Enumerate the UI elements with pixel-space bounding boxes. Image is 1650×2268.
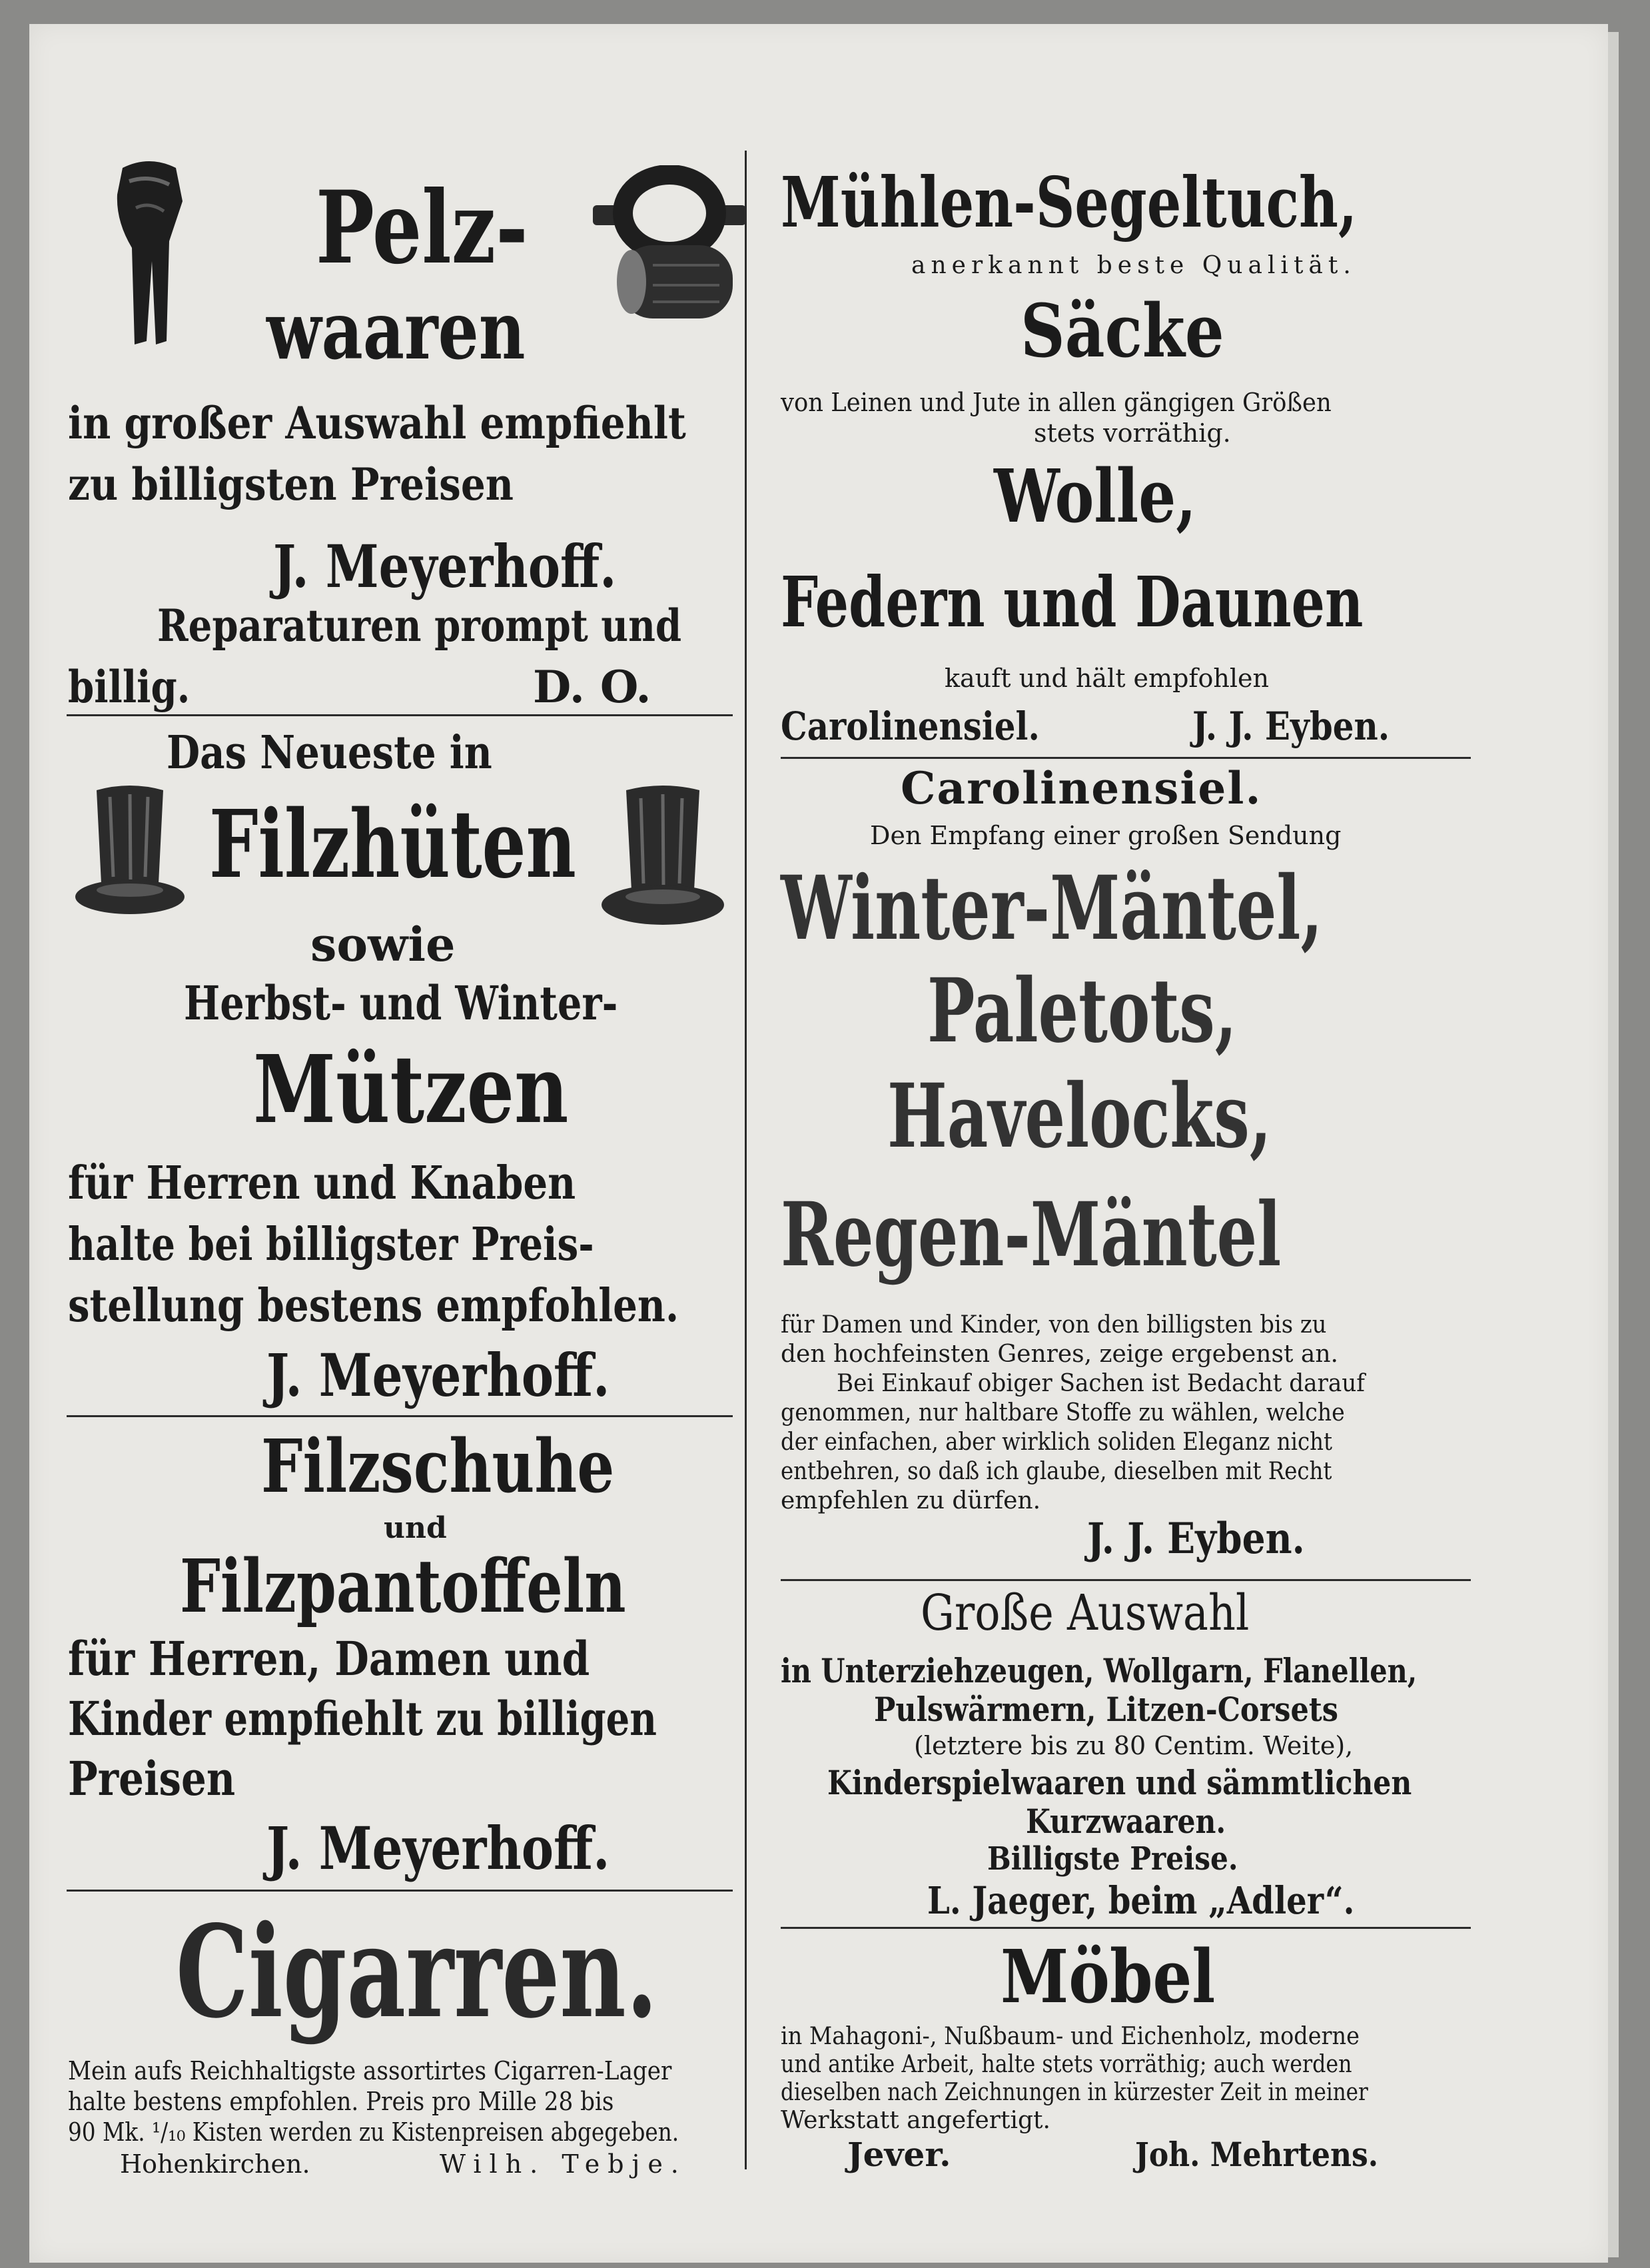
filz-intro: Das Neueste in (167, 726, 492, 780)
cigarren-place: Hohenkirchen. (120, 2149, 310, 2179)
jaeger-title: Große Auswahl (921, 1584, 1250, 1642)
pelz-line-2: zu billigsten Preisen (68, 458, 514, 510)
filz-title: Filzhüten (209, 790, 576, 899)
separator (67, 1415, 733, 1417)
cigarren-body-line: Mein aufs Reichhaltigste assortirtes Cigarren-Lager (68, 2056, 672, 2085)
pelz-merchant: J. Meyerhoff. (273, 532, 617, 601)
cigarren-merchant: Wilh. Tebje. (440, 2149, 687, 2179)
segeltuch-body-line: stets vorräthig. (1034, 418, 1231, 448)
separator (67, 1890, 733, 1892)
schuhe-title-2: Filzpantoffeln (180, 1543, 626, 1629)
maentel-title-1: Winter-Mäntel, (781, 857, 1323, 960)
fur-boa-icon (103, 155, 196, 354)
maentel-title-4: Regen-Mäntel (781, 1183, 1282, 1287)
segeltuch-merchant: J. J. Eyben. (1192, 704, 1390, 749)
maentel-body-line: genommen, nur haltbare Stoffe zu wählen, welche (781, 1399, 1345, 1426)
separator (781, 757, 1471, 759)
moebel-body-line: dieselben nach Zeichnungen in kürzester Zeit in meiner (781, 2079, 1368, 2106)
jaeger-body-line: Kurzwaaren. (1026, 1802, 1226, 1841)
maentel-body-line: für Damen und Kinder, von den billigsten bis zu (781, 1311, 1327, 1339)
jaeger-prices: Billigste Preise. (987, 1840, 1238, 1878)
saecke-title: Säcke (1021, 288, 1224, 374)
cigarren-title: Cigarren. (176, 1898, 658, 2046)
schuhe-body-line: Preisen (68, 1751, 236, 1806)
schuhe-title-1: Filzschuhe (261, 1423, 615, 1509)
filz-body-line: für Herren und Knaben (68, 1157, 576, 1210)
pelz-line-1: in großer Auswahl empfiehlt (68, 397, 686, 449)
filz-line-1: Herbst- und Winter- (184, 975, 618, 1031)
filz-body-line: halte bei billigster Preis- (68, 1218, 594, 1271)
pelz-line-4a: billig. (68, 661, 191, 713)
newspaper-page (29, 24, 1608, 2263)
schuhe-und: und (384, 1511, 447, 1545)
top-hat-icon (73, 784, 187, 923)
segeltuch-place: Carolinensiel. (781, 704, 1040, 749)
maentel-intro: Den Empfang einer großen Sendung (870, 821, 1342, 850)
column-divider (745, 151, 747, 2169)
segeltuch-title: Mühlen-Segeltuch, (781, 161, 1358, 243)
top-hat-icon (600, 784, 726, 937)
jaeger-body-line: Pulswärmern, Litzen-Corsets (874, 1690, 1338, 1729)
moebel-title: Möbel (1001, 1934, 1216, 2019)
separator (781, 1579, 1471, 1581)
segeltuch-body-line: von Leinen und Jute in allen gängigen Größen (781, 388, 1332, 417)
jaeger-merchant: L. Jaeger, beim „Adler“. (927, 1879, 1355, 1923)
schuhe-merchant: J. Meyerhoff. (266, 1814, 610, 1883)
maentel-title-3: Havelocks, (887, 1065, 1272, 1168)
segeltuch-sub-2: kauft und hält empfohlen (945, 664, 1269, 693)
maentel-body-line: den hochfeinsten Genres, zeige ergebenst an. (781, 1341, 1338, 1368)
moebel-body-line: in Mahagoni-, Nußbaum- und Eichenholz, moderne (781, 2023, 1360, 2050)
jaeger-body-line: in Unterziehzeugen, Wollgarn, Flanellen, (781, 1651, 1418, 1690)
filz-title-2: Mützen (253, 1035, 569, 1145)
moebel-merchant: Joh. Mehrtens. (1135, 2135, 1379, 2174)
cigarren-body-line: halte bestens empfohlen. Preis pro Mille 28 bis (68, 2087, 614, 2116)
maentel-body-line: empfehlen zu dürfen. (781, 1487, 1041, 1514)
wolle-title: Wolle, (994, 453, 1196, 539)
page-edge (1608, 32, 1619, 2257)
maentel-title-2: Paletots, (927, 959, 1237, 1063)
pelz-signature: D. O. (533, 661, 651, 713)
filz-sowie: sowie (310, 917, 456, 972)
pelz-title-1: Pelz- (316, 169, 528, 286)
filz-body-line: stellung bestens empfohlen. (68, 1279, 679, 1333)
separator (781, 1927, 1471, 1929)
federn-title: Federn und Daunen (781, 561, 1364, 643)
schuhe-body-line: Kinder empfiehlt zu billigen (68, 1691, 657, 1746)
pelz-line-3: Reparaturen prompt und (157, 600, 682, 652)
moebel-body-line: und antike Arbeit, halte stets vorräthig; auch werden (781, 2051, 1352, 2078)
separator (67, 714, 733, 716)
pelz-title-2: waaren (266, 284, 526, 378)
maentel-place-head: Carolinensiel. (901, 762, 1262, 814)
maentel-body-line: der einfachen, aber wirklich soliden Eleganz nicht (781, 1428, 1333, 1456)
muff-icon (593, 165, 746, 332)
maentel-merchant: J. J. Eyben. (1087, 1514, 1305, 1564)
moebel-body-line: Werkstatt angefertigt. (781, 2107, 1050, 2134)
maentel-body-line: entbehren, so daß ich glaube, dieselben mit Recht (781, 1458, 1332, 1485)
filz-merchant: J. Meyerhoff. (266, 1341, 610, 1410)
moebel-place: Jever. (847, 2135, 951, 2174)
jaeger-body-line: Kinderspielwaaren und sämmtlichen (827, 1763, 1412, 1802)
jaeger-body-line: (letztere bis zu 80 Centim. Weite), (914, 1731, 1354, 1760)
segeltuch-sub: anerkannt beste Qualität. (911, 252, 1356, 279)
maentel-body-line: Bei Einkauf obiger Sachen ist Bedacht darauf (837, 1370, 1365, 1397)
schuhe-body-line: für Herren, Damen und (68, 1631, 590, 1686)
cigarren-body-line: 90 Mk. ¹/₁₀ Kisten werden zu Kistenpreisen abgegeben. (68, 2117, 679, 2147)
